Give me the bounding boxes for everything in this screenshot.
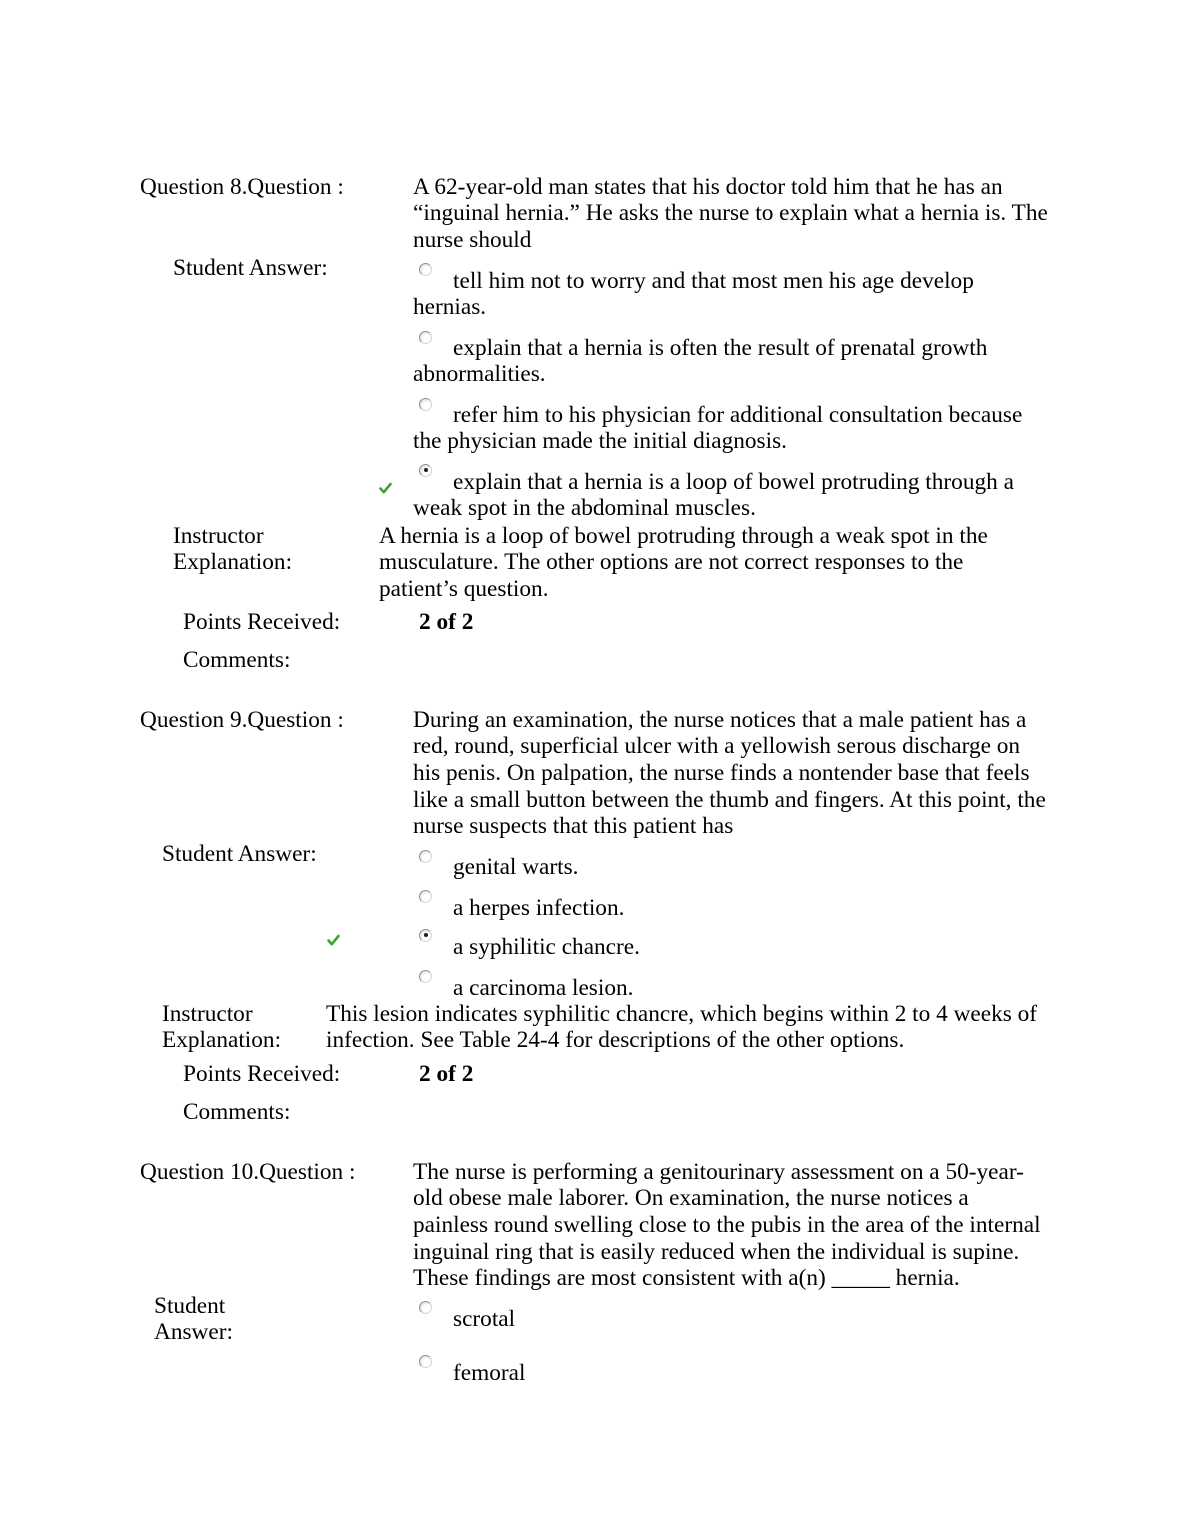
question-text-line: his penis. On palpation, the nurse finds a nontender base that feels (413, 759, 1030, 786)
answer-option-text: explain that a hernia is a loop of bowel protruding through a (453, 468, 1014, 495)
points-received-value: 2 of 2 (419, 1060, 474, 1087)
question-8-text (413, 174, 1048, 254)
answer-option (413, 402, 1022, 455)
question-text-line: inguinal ring that is easily reduced when the individual is supine. (413, 1238, 1020, 1265)
question-10-text (413, 1159, 1041, 1293)
answer-option (413, 854, 579, 881)
answer-option (413, 1360, 525, 1387)
answer-option-text: a syphilitic chancre. (453, 933, 640, 960)
answer-option (413, 975, 633, 1002)
question-text-line: red, round, superficial ulcer with a yellowish serous discharge on (413, 733, 1021, 760)
answer-option (413, 335, 987, 388)
question-text-line: During an examination, the nurse notices that a male patient has a (413, 706, 1027, 733)
question-text-line: painless round swelling close to the pubis in the area of the internal (413, 1211, 1041, 1238)
student-answer-label-line: Student Answer: (162, 840, 317, 867)
explanation-line: infection. See Table 24-4 for descriptions of the other options. (326, 1027, 905, 1054)
points-received-value: 2 of 2 (419, 608, 474, 635)
explanation-line: patient’s question. (379, 575, 549, 602)
explanation-line: musculature. The other options are not correct responses to the (379, 549, 964, 576)
question-text-line: These findings are most consistent with a(n) _____ hernia. (413, 1265, 960, 1292)
question-text-line: The nurse is performing a genitourinary assessment on a 50-year- (413, 1158, 1024, 1185)
answer-option (413, 268, 974, 321)
answer-option-text: weak spot in the abdominal muscles. (413, 495, 756, 522)
instructor-explanation-text (326, 1001, 1037, 1054)
answer-option-text: abnormalities. (413, 361, 546, 388)
answer-option-text: refer him to his physician for additional consultation because (453, 401, 1023, 428)
student-answer-label (173, 255, 328, 282)
answer-option-text: femoral (453, 1359, 526, 1386)
question-9-text (413, 707, 1046, 841)
answer-option (413, 1306, 515, 1333)
student-answer-label (154, 1293, 233, 1346)
question-text-line: nurse suspects that this patient has (413, 813, 734, 840)
question-10-label: Question 10.Question : (140, 1158, 356, 1185)
explanation-line: A hernia is a loop of bowel protruding through a weak spot in the (379, 522, 988, 549)
question-text-line: “inguinal hernia.” He asks the nurse to explain what a hernia is. The (413, 200, 1048, 227)
answer-option (413, 469, 1014, 522)
question-text-line: nurse should (413, 226, 532, 253)
student-answer-label-line: Student (154, 1292, 226, 1319)
answer-option (413, 895, 624, 922)
correct-answer-check-icon (327, 934, 340, 946)
answer-option (413, 934, 640, 961)
instructor-label-line: Instructor (162, 1000, 253, 1027)
student-answer-label-line: Student Answer: (173, 254, 328, 281)
instructor-explanation-label (162, 1001, 281, 1054)
answer-option-text: scrotal (453, 1305, 516, 1332)
instructor-explanation-label (173, 523, 292, 576)
question-text-line: like a small button between the thumb and fingers. At this point, the (413, 786, 1046, 813)
explanation-line: This lesion indicates syphilitic chancre, which begins within 2 to 4 weeks of (326, 1000, 1038, 1027)
answer-option-text: genital warts. (453, 853, 579, 880)
question-9-label: Question 9.Question : (140, 706, 344, 733)
answer-option-text: the physician made the initial diagnosis. (413, 428, 787, 455)
question-8-label: Question 8.Question : (140, 173, 344, 200)
student-answer-label-line: Answer: (154, 1319, 233, 1346)
points-received-label: Points Received: (183, 1060, 341, 1087)
points-received-label: Points Received: (183, 608, 341, 635)
question-text-line: A 62-year-old man states that his doctor told him that he has an (413, 173, 1003, 200)
answer-option-text: explain that a hernia is often the result of prenatal growth (453, 334, 988, 361)
answer-option-text: a herpes infection. (453, 894, 625, 921)
instructor-label-line: Explanation: (162, 1027, 282, 1054)
answer-option-text: a carcinoma lesion. (453, 974, 634, 1001)
answer-option-text: tell him not to worry and that most men his age develop (453, 267, 974, 294)
instructor-explanation-text (379, 523, 988, 603)
comments-label: Comments: (183, 646, 291, 673)
instructor-label-line: Instructor (173, 522, 264, 549)
correct-answer-check-icon (379, 482, 392, 494)
student-answer-label (162, 841, 317, 868)
instructor-label-line: Explanation: (173, 549, 293, 576)
comments-label: Comments: (183, 1098, 291, 1125)
question-text-line: old obese male laborer. On examination, the nurse notices a (413, 1185, 969, 1212)
answer-option-text: hernias. (413, 294, 487, 321)
